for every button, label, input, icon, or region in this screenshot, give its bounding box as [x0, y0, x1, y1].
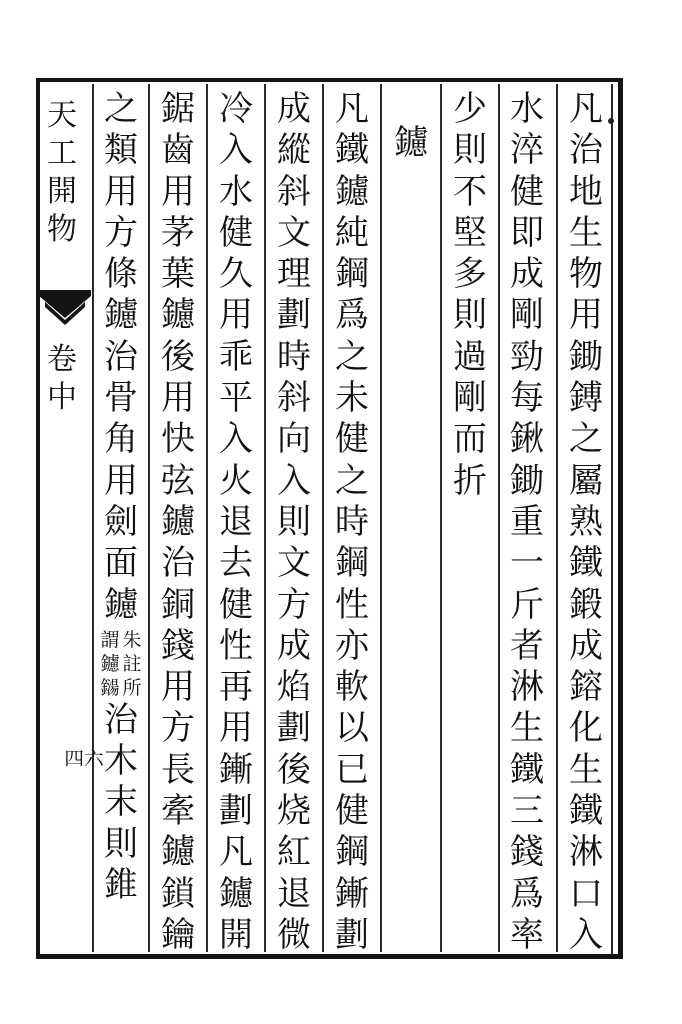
glyph: 鏩 [219, 749, 253, 790]
fish-tail-ornament [39, 290, 91, 330]
glyph: 凡 [219, 832, 253, 873]
glyph: 則 [453, 295, 487, 336]
glyph: 健 [219, 584, 253, 625]
glyph: 理 [277, 254, 311, 295]
column-text [566, 89, 606, 959]
glyph: 火 [219, 460, 253, 501]
glyph: 一 [510, 543, 544, 584]
glyph: 軟 [335, 667, 369, 708]
glyph: 健 [510, 171, 544, 212]
glyph: 淋 [510, 667, 544, 708]
glyph: 焰 [277, 667, 311, 708]
glyph: 鋸 [161, 89, 195, 129]
column-text [274, 89, 314, 959]
glyph: 鍬 [510, 419, 544, 460]
column-rule [92, 84, 94, 952]
glyph: 健 [335, 791, 369, 832]
glyph: 後 [277, 749, 311, 790]
glyph: 再 [219, 667, 253, 708]
glyph: 退 [219, 501, 253, 542]
glyph: 淋 [569, 832, 603, 873]
glyph: 已 [335, 749, 369, 790]
glyph: 鋤 [569, 336, 603, 377]
glyph: 地 [569, 171, 603, 212]
glyph: 生 [569, 212, 603, 253]
text-column-9 [100, 89, 142, 909]
margin-volume-column [44, 334, 80, 415]
column-rule [264, 84, 266, 952]
glyph: 治 [104, 699, 138, 740]
glyph: 長 [161, 749, 195, 790]
glyph: 葉 [161, 254, 195, 295]
glyph: 多 [453, 254, 487, 295]
glyph: 之 [569, 419, 603, 460]
glyph: 用 [161, 667, 195, 708]
glyph: 口 [569, 873, 603, 914]
glyph: 用 [219, 295, 253, 336]
glyph: 鋼 [335, 254, 369, 295]
column-rule [148, 84, 150, 952]
glyph: 鑢 [335, 171, 369, 212]
glyph: 茅 [161, 212, 195, 253]
glyph: 鋼 [335, 832, 369, 873]
note-left-line [100, 628, 120, 703]
glyph: 劍 [104, 501, 138, 542]
glyph: 退 [277, 873, 311, 914]
glyph: 時 [335, 501, 369, 542]
glyph: 工 [47, 136, 77, 171]
glyph: 堅 [453, 212, 487, 253]
text-column-3 [450, 89, 490, 505]
glyph: 角 [104, 419, 138, 460]
glyph: 之 [335, 336, 369, 377]
glyph: 卷 [47, 342, 77, 377]
glyph: 鐋 [100, 676, 120, 699]
glyph: 文 [277, 212, 311, 253]
glyph: 劃 [277, 295, 311, 336]
glyph: 鍛 [569, 584, 603, 625]
glyph: 弦 [161, 460, 195, 501]
column-text [450, 89, 490, 505]
text-column-1 [566, 89, 606, 959]
glyph: 用 [569, 295, 603, 336]
frame-right-border [618, 78, 623, 959]
glyph: 鋼 [335, 543, 369, 584]
glyph: 鐵 [335, 130, 369, 171]
glyph: 錢 [510, 832, 544, 873]
glyph: 謂 [100, 628, 120, 651]
glyph: 天 [47, 98, 77, 133]
glyph: 屬 [569, 460, 603, 501]
glyph: 則 [104, 823, 138, 864]
glyph: 之 [335, 460, 369, 501]
glyph: 水 [510, 89, 544, 129]
glyph: 條 [104, 254, 138, 295]
glyph: 純 [335, 212, 369, 253]
text-column-7 [216, 89, 256, 959]
glyph: 鑢 [104, 584, 138, 625]
text-column-2 [507, 89, 547, 959]
glyph: 微 [277, 914, 311, 955]
glyph: 水 [219, 171, 253, 212]
column-text [507, 89, 547, 959]
glyph: 健 [335, 419, 369, 460]
glyph: 乖 [219, 336, 253, 377]
column-text [216, 89, 256, 959]
text-column-5 [332, 89, 372, 959]
glyph: 入 [277, 460, 311, 501]
glyph: 生 [510, 708, 544, 749]
column-text [101, 699, 141, 909]
glyph: 紅 [277, 832, 311, 873]
glyph: 末 [104, 782, 138, 823]
page-number: 四六 [64, 749, 104, 770]
glyph: 方 [277, 584, 311, 625]
frame-top-border [38, 78, 620, 82]
glyph: 熟 [569, 501, 603, 542]
glyph: 少 [453, 89, 487, 129]
ink-spot [608, 118, 614, 124]
glyph: 中 [47, 380, 77, 415]
glyph: 鑢 [104, 295, 138, 336]
glyph: 性 [219, 625, 253, 666]
glyph: 方 [104, 212, 138, 253]
glyph: 鑢 [219, 873, 253, 914]
glyph: 成 [510, 254, 544, 295]
glyph: 所 [122, 676, 142, 699]
glyph: 率 [510, 914, 544, 955]
frame-left-border [36, 78, 40, 959]
glyph: 平 [219, 378, 253, 419]
glyph: 即 [510, 212, 544, 253]
glyph: 鑢 [100, 652, 120, 675]
glyph: 後 [161, 336, 195, 377]
glyph: 凡 [569, 89, 603, 129]
glyph: 文 [277, 543, 311, 584]
glyph: 縱 [277, 130, 311, 171]
column-text [101, 89, 141, 629]
glyph: 則 [453, 130, 487, 171]
glyph: 過 [453, 336, 487, 377]
glyph: 鏩 [335, 873, 369, 914]
section-heading-column [391, 123, 431, 167]
glyph: 久 [219, 254, 253, 295]
glyph: 折 [453, 460, 487, 501]
glyph: 用 [161, 171, 195, 212]
glyph: 治 [104, 336, 138, 377]
glyph: 每 [510, 378, 544, 419]
glyph: 剛 [453, 378, 487, 419]
glyph: 錢 [161, 625, 195, 666]
glyph: 淬 [510, 130, 544, 171]
glyph: 鎛 [569, 378, 603, 419]
frame-right-inner-rule [611, 84, 613, 954]
glyph: 劃 [219, 791, 253, 832]
glyph: 未 [335, 378, 369, 419]
glyph: 註 [122, 652, 142, 675]
glyph: 成 [277, 625, 311, 666]
column-rule [206, 84, 208, 952]
glyph: 治 [569, 130, 603, 171]
glyph: 烧 [277, 791, 311, 832]
glyph: 物 [47, 212, 77, 247]
glyph: 牽 [161, 791, 195, 832]
glyph: 開 [47, 174, 77, 209]
glyph: 爲 [335, 295, 369, 336]
glyph: 類 [104, 130, 138, 171]
note-right-line [122, 628, 142, 703]
glyph: 健 [219, 212, 253, 253]
glyph: 鐵 [569, 791, 603, 832]
glyph: 用 [104, 171, 138, 212]
glyph: 時 [277, 336, 311, 377]
glyph: 朱 [122, 628, 142, 651]
glyph: 三 [510, 791, 544, 832]
glyph: 爲 [510, 873, 544, 914]
glyph: 性 [335, 584, 369, 625]
glyph: 面 [104, 543, 138, 584]
glyph: 銅 [161, 584, 195, 625]
glyph: 鐵 [510, 749, 544, 790]
glyph: 剛 [510, 295, 544, 336]
glyph: 斜 [277, 378, 311, 419]
glyph: 勁 [510, 336, 544, 377]
glyph: 用 [104, 460, 138, 501]
glyph: 成 [277, 89, 311, 129]
interlinear-note [100, 628, 142, 703]
glyph: 斤 [510, 584, 544, 625]
glyph: 不 [453, 171, 487, 212]
glyph: 入 [219, 130, 253, 171]
glyph: 而 [453, 419, 487, 460]
glyph: 木 [104, 741, 138, 782]
margin-title-column [44, 90, 80, 247]
glyph: 鑢 [161, 501, 195, 542]
glyph: 鐵 [569, 543, 603, 584]
glyph: 鎖 [161, 873, 195, 914]
section-heading [391, 123, 431, 167]
glyph: 鑢 [161, 832, 195, 873]
glyph: 鎔 [569, 667, 603, 708]
glyph: 重 [510, 501, 544, 542]
glyph: 用 [161, 378, 195, 419]
glyph: 亦 [335, 625, 369, 666]
glyph: 以 [335, 708, 369, 749]
glyph: 齒 [161, 130, 195, 171]
volume-label [44, 334, 80, 415]
text-column-8 [158, 89, 198, 959]
glyph: 則 [277, 501, 311, 542]
glyph: 去 [219, 543, 253, 584]
glyph: 錐 [104, 865, 138, 906]
column-rule [498, 84, 500, 952]
glyph: 鑢 [161, 295, 195, 336]
glyph: 者 [510, 625, 544, 666]
column-rule [556, 84, 558, 952]
glyph: 治 [161, 543, 195, 584]
column-text [332, 89, 372, 959]
glyph: 方 [161, 708, 195, 749]
column-rule [322, 84, 324, 952]
glyph: 用 [219, 708, 253, 749]
glyph: 化 [569, 708, 603, 749]
glyph: 冷 [219, 89, 253, 129]
column-rule [380, 84, 382, 952]
glyph: 鑢 [394, 123, 428, 163]
glyph: 快 [161, 419, 195, 460]
glyph: 劃 [277, 708, 311, 749]
glyph: 鑰 [161, 914, 195, 955]
glyph: 之 [104, 89, 138, 129]
text-column-6 [274, 89, 314, 959]
glyph: 物 [569, 254, 603, 295]
glyph: 生 [569, 749, 603, 790]
glyph: 成 [569, 625, 603, 666]
glyph: 入 [569, 914, 603, 955]
glyph: 凡 [335, 89, 369, 129]
glyph: 劃 [335, 914, 369, 955]
column-text [158, 89, 198, 959]
glyph: 向 [277, 419, 311, 460]
book-title [44, 90, 80, 247]
glyph: 開 [219, 914, 253, 955]
glyph: 鋤 [510, 460, 544, 501]
glyph: 骨 [104, 378, 138, 419]
glyph: 斜 [277, 171, 311, 212]
column-rule [440, 84, 442, 952]
glyph: 入 [219, 419, 253, 460]
